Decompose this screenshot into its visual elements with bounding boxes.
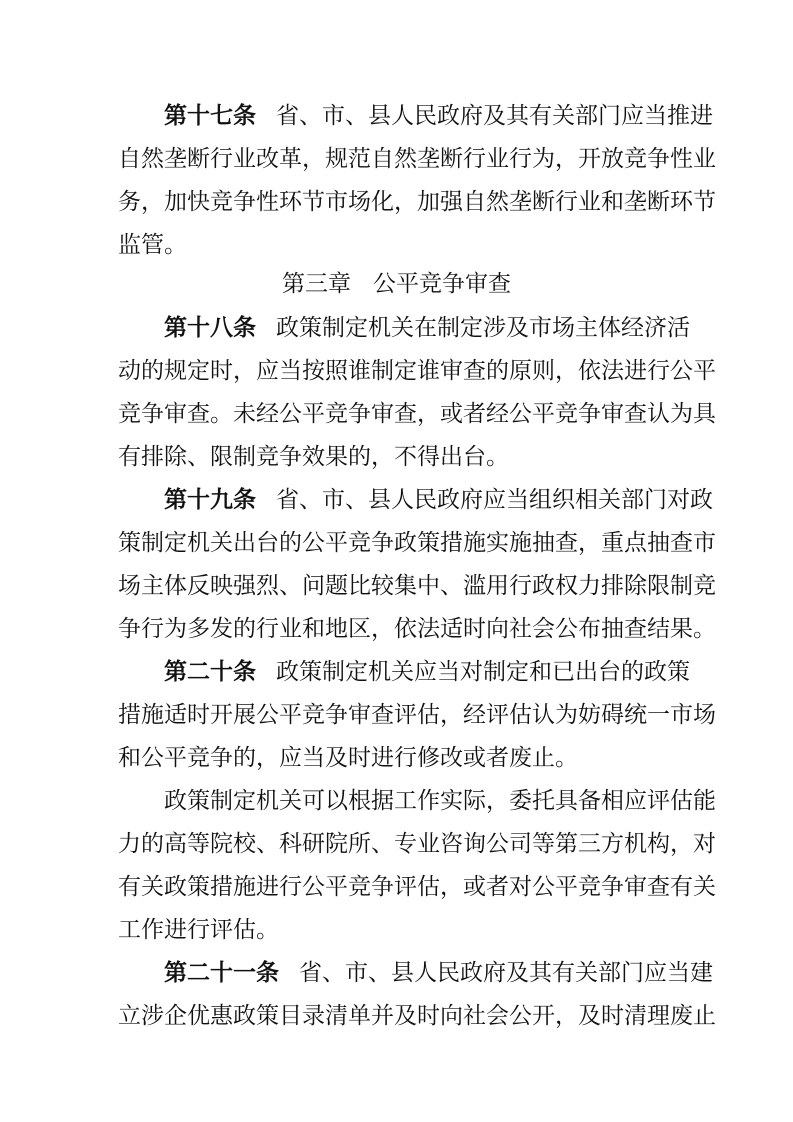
article-20-para2-line-3: 有关政策措施进行公平竞争评估，或者对公平竞争审查有关	[118, 874, 716, 900]
chapter-heading	[0, 270, 793, 298]
article-18-label: 第十八条	[164, 315, 256, 341]
article-20-para2-line-2: 力的高等院校、科研院所、专业咨询公司等第三方机构，对	[118, 831, 716, 857]
article-17-label: 第十七条	[164, 103, 256, 129]
article-20-line-3: 和公平竞争的，应当及时进行修改或者废止。	[118, 745, 578, 771]
article-19-line-2: 策制定机关出台的公平竞争政策措施实施抽查，重点抽查市	[118, 530, 716, 556]
article-17-line-4: 监管。	[118, 232, 187, 258]
article-21-label: 第二十一条	[164, 960, 279, 986]
article-20-label: 第二十条	[164, 659, 256, 685]
article-19-line-4: 争行为多发的行业和地区，依法适时向社会公布抽查结果。	[118, 616, 716, 642]
chapter-number: 第三章	[282, 271, 352, 297]
article-21-line-2: 立涉企优惠政策目录清单并及时向社会公开，及时清理废止	[118, 1003, 716, 1029]
article-21-line-1: 第二十一条 省、市、县人民政府及其有关部门应当建	[164, 960, 713, 986]
article-17-line-3: 务，加快竞争性环节市场化，加强自然垄断行业和垄断环节	[118, 189, 716, 215]
article-19-line-3: 场主体反映强烈、问题比较集中、滥用行政权力排除限制竞	[118, 573, 716, 599]
article-18-line-1: 第十八条 政策制定机关在制定涉及市场主体经济活	[164, 315, 690, 341]
article-20-para2-line-4: 工作进行评估。	[118, 917, 279, 943]
article-19-label: 第十九条	[164, 487, 256, 513]
article-18-line-2: 动的规定时，应当按照谁制定谁审查的原则，依法进行公平	[118, 358, 716, 384]
article-18-line-3: 竞争审查。未经公平竞争审查，或者经公平竞争审查认为具	[118, 401, 716, 427]
article-18-line-4: 有排除、限制竞争效果的，不得出台。	[118, 444, 509, 470]
article-20-line-2: 措施适时开展公平竞争审查评估，经评估认为妨碍统一市场	[118, 702, 716, 728]
article-17-line-1: 第十七条 省、市、县人民政府及其有关部门应当推进	[164, 103, 713, 129]
article-20-para2-line-1: 政策制定机关可以根据工作实际，委托具备相应评估能	[164, 788, 716, 814]
article-17-line-2: 自然垄断行业改革，规范自然垄断行业行为，开放竞争性业	[118, 146, 716, 172]
chapter-title: 公平竞争审查	[372, 271, 511, 297]
article-19-line-1: 第十九条 省、市、县人民政府应当组织相关部门对政	[164, 487, 713, 513]
article-20-line-1: 第二十条 政策制定机关应当对制定和已出台的政策	[164, 659, 690, 685]
